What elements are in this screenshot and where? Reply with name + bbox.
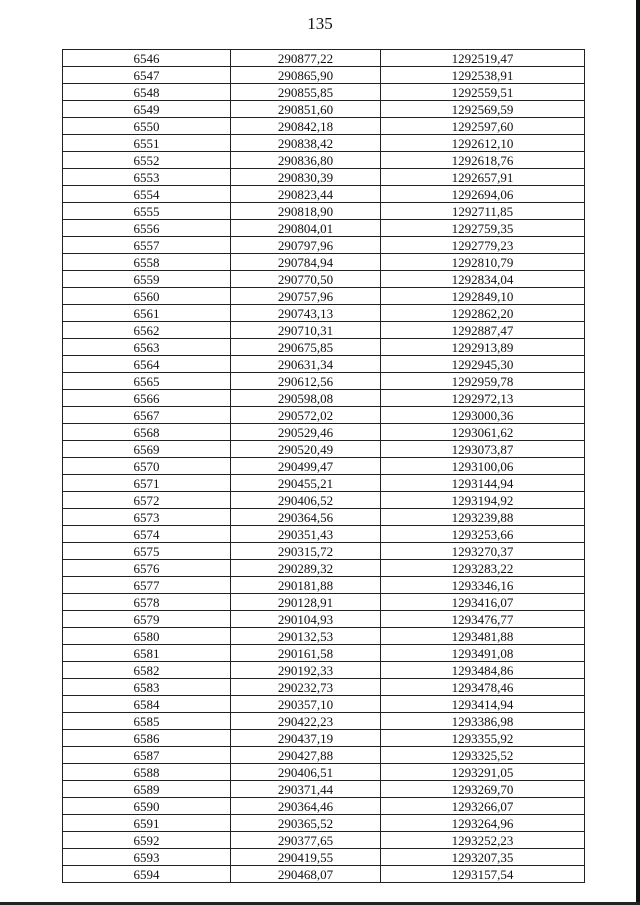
y-coordinate-cell: 1293100,06: [381, 458, 585, 475]
x-coordinate-cell: 290371,44: [231, 781, 381, 798]
table-row: [63, 526, 585, 543]
point-number-cell: 6573: [63, 509, 231, 526]
table-row: [63, 764, 585, 781]
y-coordinate-cell: 1292559,51: [381, 84, 585, 101]
x-coordinate-cell: 290468,07: [231, 866, 381, 883]
table-row: [63, 84, 585, 101]
table-row: [63, 730, 585, 747]
x-coordinate-cell: 290804,01: [231, 220, 381, 237]
table-row: [63, 339, 585, 356]
table-row: [63, 441, 585, 458]
point-number-cell: 6552: [63, 152, 231, 169]
y-coordinate-cell: 1293239,88: [381, 509, 585, 526]
x-coordinate-cell: 290675,85: [231, 339, 381, 356]
table-row: [63, 696, 585, 713]
point-number-cell: 6556: [63, 220, 231, 237]
table-row: [63, 560, 585, 577]
table-row: [63, 305, 585, 322]
y-coordinate-cell: 1292569,59: [381, 101, 585, 118]
table-row: [63, 356, 585, 373]
point-number-cell: 6563: [63, 339, 231, 356]
table-row: [63, 50, 585, 67]
y-coordinate-cell: 1292849,10: [381, 288, 585, 305]
point-number-cell: 6564: [63, 356, 231, 373]
point-number-cell: 6578: [63, 594, 231, 611]
point-number-cell: 6562: [63, 322, 231, 339]
point-number-cell: 6554: [63, 186, 231, 203]
table-row: [63, 645, 585, 662]
point-number-cell: 6587: [63, 747, 231, 764]
x-coordinate-cell: 290161,58: [231, 645, 381, 662]
table-row: [63, 747, 585, 764]
y-coordinate-cell: 1293484,86: [381, 662, 585, 679]
y-coordinate-cell: 1293291,05: [381, 764, 585, 781]
y-coordinate-cell: 1293283,22: [381, 560, 585, 577]
point-number-cell: 6594: [63, 866, 231, 883]
x-coordinate-cell: 290455,21: [231, 475, 381, 492]
x-coordinate-cell: 290351,43: [231, 526, 381, 543]
point-number-cell: 6589: [63, 781, 231, 798]
x-coordinate-cell: 290419,55: [231, 849, 381, 866]
x-coordinate-cell: 290612,56: [231, 373, 381, 390]
y-coordinate-cell: 1292597,60: [381, 118, 585, 135]
y-coordinate-cell: 1293476,77: [381, 611, 585, 628]
x-coordinate-cell: 290855,85: [231, 84, 381, 101]
table-row: [63, 832, 585, 849]
x-coordinate-cell: 290757,96: [231, 288, 381, 305]
y-coordinate-cell: 1292945,30: [381, 356, 585, 373]
point-number-cell: 6575: [63, 543, 231, 560]
y-coordinate-cell: 1292959,78: [381, 373, 585, 390]
table-row: [63, 271, 585, 288]
x-coordinate-cell: 290406,51: [231, 764, 381, 781]
point-number-cell: 6581: [63, 645, 231, 662]
x-coordinate-cell: 290104,93: [231, 611, 381, 628]
table-row: [63, 101, 585, 118]
table-row: [63, 186, 585, 203]
y-coordinate-cell: 1292862,20: [381, 305, 585, 322]
coordinates-table-body: [63, 50, 585, 883]
point-number-cell: 6579: [63, 611, 231, 628]
point-number-cell: 6571: [63, 475, 231, 492]
x-coordinate-cell: 290877,22: [231, 50, 381, 67]
x-coordinate-cell: 290499,47: [231, 458, 381, 475]
point-number-cell: 6558: [63, 254, 231, 271]
table-row: [63, 458, 585, 475]
point-number-cell: 6550: [63, 118, 231, 135]
point-number-cell: 6593: [63, 849, 231, 866]
y-coordinate-cell: 1293252,23: [381, 832, 585, 849]
table-row: [63, 594, 585, 611]
point-number-cell: 6568: [63, 424, 231, 441]
table-row: [63, 713, 585, 730]
y-coordinate-cell: 1292519,47: [381, 50, 585, 67]
y-coordinate-cell: 1292711,85: [381, 203, 585, 220]
table-row: [63, 611, 585, 628]
table-row: [63, 67, 585, 84]
y-coordinate-cell: 1292694,06: [381, 186, 585, 203]
table-row: [63, 169, 585, 186]
point-number-cell: 6566: [63, 390, 231, 407]
point-number-cell: 6567: [63, 407, 231, 424]
y-coordinate-cell: 1292538,91: [381, 67, 585, 84]
x-coordinate-cell: 290365,52: [231, 815, 381, 832]
y-coordinate-cell: 1293346,16: [381, 577, 585, 594]
point-number-cell: 6557: [63, 237, 231, 254]
y-coordinate-cell: 1293491,08: [381, 645, 585, 662]
table-row: [63, 322, 585, 339]
page-number: 135: [307, 14, 333, 33]
x-coordinate-cell: 290851,60: [231, 101, 381, 118]
x-coordinate-cell: 290710,31: [231, 322, 381, 339]
point-number-cell: 6590: [63, 798, 231, 815]
x-coordinate-cell: 290422,23: [231, 713, 381, 730]
x-coordinate-cell: 290823,44: [231, 186, 381, 203]
table-row: [63, 424, 585, 441]
x-coordinate-cell: 290631,34: [231, 356, 381, 373]
y-coordinate-cell: 1293264,96: [381, 815, 585, 832]
x-coordinate-cell: 290836,80: [231, 152, 381, 169]
y-coordinate-cell: 1293157,54: [381, 866, 585, 883]
y-coordinate-cell: 1293269,70: [381, 781, 585, 798]
point-number-cell: 6553: [63, 169, 231, 186]
y-coordinate-cell: 1293000,36: [381, 407, 585, 424]
x-coordinate-cell: 290357,10: [231, 696, 381, 713]
x-coordinate-cell: 290437,19: [231, 730, 381, 747]
y-coordinate-cell: 1293355,92: [381, 730, 585, 747]
table-row: [63, 781, 585, 798]
table-row: [63, 203, 585, 220]
x-coordinate-cell: 290181,88: [231, 577, 381, 594]
x-coordinate-cell: 290520,49: [231, 441, 381, 458]
point-number-cell: 6551: [63, 135, 231, 152]
y-coordinate-cell: 1293266,07: [381, 798, 585, 815]
table-row: [63, 373, 585, 390]
x-coordinate-cell: 290830,39: [231, 169, 381, 186]
y-coordinate-cell: 1292759,35: [381, 220, 585, 237]
x-coordinate-cell: 290232,73: [231, 679, 381, 696]
x-coordinate-cell: 290838,42: [231, 135, 381, 152]
x-coordinate-cell: 290818,90: [231, 203, 381, 220]
table-row: [63, 815, 585, 832]
table-row: [63, 220, 585, 237]
y-coordinate-cell: 1293325,52: [381, 747, 585, 764]
table-row: [63, 577, 585, 594]
y-coordinate-cell: 1293194,92: [381, 492, 585, 509]
y-coordinate-cell: 1293144,94: [381, 475, 585, 492]
point-number-cell: 6561: [63, 305, 231, 322]
point-number-cell: 6585: [63, 713, 231, 730]
table-row: [63, 509, 585, 526]
table-row: [63, 237, 585, 254]
x-coordinate-cell: 290743,13: [231, 305, 381, 322]
x-coordinate-cell: 290572,02: [231, 407, 381, 424]
table-row: [63, 407, 585, 424]
table-row: [63, 254, 585, 271]
y-coordinate-cell: 1292779,23: [381, 237, 585, 254]
y-coordinate-cell: 1292657,91: [381, 169, 585, 186]
point-number-cell: 6560: [63, 288, 231, 305]
y-coordinate-cell: 1293386,98: [381, 713, 585, 730]
point-number-cell: 6546: [63, 50, 231, 67]
table-row: [63, 628, 585, 645]
table-row: [63, 135, 585, 152]
y-coordinate-cell: 1292913,89: [381, 339, 585, 356]
x-coordinate-cell: 290132,53: [231, 628, 381, 645]
y-coordinate-cell: 1293414,94: [381, 696, 585, 713]
point-number-cell: 6555: [63, 203, 231, 220]
table-row: [63, 866, 585, 883]
table-row: [63, 492, 585, 509]
y-coordinate-cell: 1293478,46: [381, 679, 585, 696]
point-number-cell: 6592: [63, 832, 231, 849]
x-coordinate-cell: 290406,52: [231, 492, 381, 509]
x-coordinate-cell: 290192,33: [231, 662, 381, 679]
y-coordinate-cell: 1292972,13: [381, 390, 585, 407]
table-row: [63, 543, 585, 560]
table-row: [63, 288, 585, 305]
y-coordinate-cell: 1293270,37: [381, 543, 585, 560]
table-row: [63, 798, 585, 815]
point-number-cell: 6584: [63, 696, 231, 713]
x-coordinate-cell: 290289,32: [231, 560, 381, 577]
point-number-cell: 6586: [63, 730, 231, 747]
point-number-cell: 6548: [63, 84, 231, 101]
coordinates-table: [62, 49, 585, 883]
point-number-cell: 6591: [63, 815, 231, 832]
x-coordinate-cell: 290427,88: [231, 747, 381, 764]
y-coordinate-cell: 1293253,66: [381, 526, 585, 543]
y-coordinate-cell: 1293416,07: [381, 594, 585, 611]
y-coordinate-cell: 1293073,87: [381, 441, 585, 458]
table-row: [63, 849, 585, 866]
point-number-cell: 6565: [63, 373, 231, 390]
x-coordinate-cell: 290364,46: [231, 798, 381, 815]
point-number-cell: 6580: [63, 628, 231, 645]
point-number-cell: 6569: [63, 441, 231, 458]
y-coordinate-cell: 1292887,47: [381, 322, 585, 339]
y-coordinate-cell: 1293207,35: [381, 849, 585, 866]
x-coordinate-cell: 290364,56: [231, 509, 381, 526]
point-number-cell: 6572: [63, 492, 231, 509]
table-row: [63, 475, 585, 492]
x-coordinate-cell: 290529,46: [231, 424, 381, 441]
y-coordinate-cell: 1292618,76: [381, 152, 585, 169]
point-number-cell: 6576: [63, 560, 231, 577]
y-coordinate-cell: 1292612,10: [381, 135, 585, 152]
table-row: [63, 662, 585, 679]
x-coordinate-cell: 290842,18: [231, 118, 381, 135]
table-row: [63, 152, 585, 169]
table-row: [63, 679, 585, 696]
point-number-cell: 6570: [63, 458, 231, 475]
y-coordinate-cell: 1293481,88: [381, 628, 585, 645]
point-number-cell: 6574: [63, 526, 231, 543]
x-coordinate-cell: 290784,94: [231, 254, 381, 271]
y-coordinate-cell: 1292810,79: [381, 254, 585, 271]
y-coordinate-cell: 1292834,04: [381, 271, 585, 288]
x-coordinate-cell: 290770,50: [231, 271, 381, 288]
x-coordinate-cell: 290128,91: [231, 594, 381, 611]
point-number-cell: 6582: [63, 662, 231, 679]
point-number-cell: 6577: [63, 577, 231, 594]
table-row: [63, 118, 585, 135]
table-row: [63, 390, 585, 407]
point-number-cell: 6547: [63, 67, 231, 84]
point-number-cell: 6549: [63, 101, 231, 118]
x-coordinate-cell: 290315,72: [231, 543, 381, 560]
x-coordinate-cell: 290377,65: [231, 832, 381, 849]
scan-edge-right: [636, 0, 640, 905]
y-coordinate-cell: 1293061,62: [381, 424, 585, 441]
x-coordinate-cell: 290797,96: [231, 237, 381, 254]
point-number-cell: 6559: [63, 271, 231, 288]
x-coordinate-cell: 290865,90: [231, 67, 381, 84]
point-number-cell: 6583: [63, 679, 231, 696]
x-coordinate-cell: 290598,08: [231, 390, 381, 407]
point-number-cell: 6588: [63, 764, 231, 781]
